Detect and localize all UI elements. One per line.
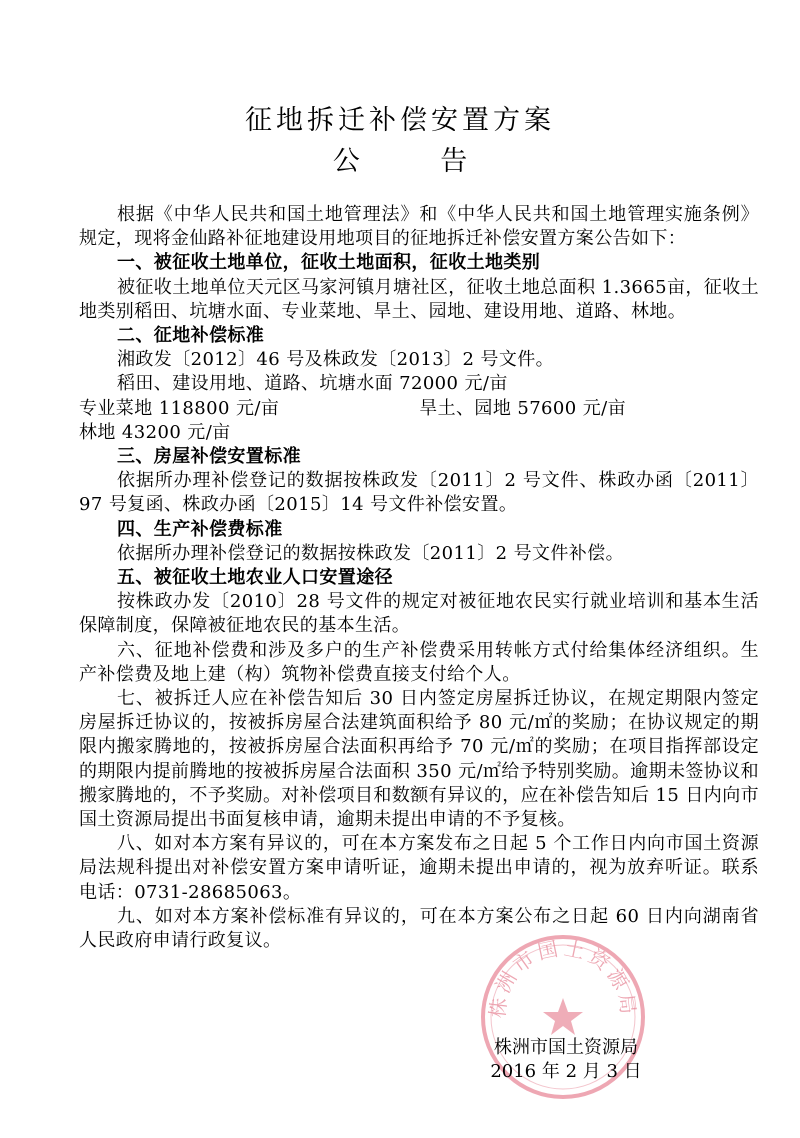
page-subtitle: 公 告 <box>332 146 504 177</box>
section-1-body: 被征收土地单位天元区马家河镇月塘社区，征收土地总面积 1.3665亩，征收土地类别稻田、坑塘水面、专业菜地、旱土、园地、建设用地、道路、林地。 <box>79 276 759 322</box>
document-body <box>79 203 759 953</box>
page-title: 征地拆迁补偿安置方案 <box>245 105 555 136</box>
intro-paragraph: 根据《中华人民共和国土地管理法》和《中华人民共和国土地管理实施条例》规定，现将金仙路补征地建设用地项目的征地拆迁补偿安置方案公告如下： <box>79 204 759 250</box>
section-1-heading: 一、被征收土地单位，征收土地面积，征收土地类别 <box>117 252 541 274</box>
signature-date: 2016 年 2 月 3 日 <box>490 1061 642 1082</box>
section-4-body: 依据所办理补偿登记的数据按株政发〔2011〕2 号文件补偿。 <box>117 542 624 564</box>
rate-vegetable-land: 专业菜地 118800 元/亩 <box>79 397 280 419</box>
section-2-line-4: 林地 43200 元/亩 <box>79 421 231 443</box>
section-2-line-2: 稻田、建设用地、道路、坑塘水面 72000 元/亩 <box>117 373 508 395</box>
section-9-paragraph: 九、如对本方案补偿标准有异议的，可在本方案公布之日起 60 日内向湖南省人民政府申请行政复议。 <box>79 905 759 952</box>
svg-text:株洲市国土资源局: 株洲市国土资源局 <box>485 935 641 1020</box>
section-7-paragraph: 七、被拆迁人应在补偿告知后 30 日内签定房屋拆迁协议，在规定期限内签定房屋拆迁协议的，按被拆房屋合法建筑面积给予 80 元/㎡的奖励；在协议规定的期限内搬家腾地的，按被拆房屋合法面积再给予 70 元/㎡的奖励；在项目指挥部设定的期限内提前腾地的按被拆房屋合法面积 350 元/㎡给予特别奖励。逾期未签协议和搬家腾地的，不予奖励。对补偿项目和数额有异议的，应在补偿告知后 15 日内向市国土资源局提出书面复核申请，逾期未提出申请的不予复核。 <box>79 688 759 831</box>
section-2-heading: 二、征地补偿标准 <box>117 325 265 347</box>
section-5-heading: 五、被征收土地农业人口安置途径 <box>117 567 393 589</box>
signature-org: 株洲市国土资源局 <box>494 1037 638 1058</box>
section-8-paragraph: 八、如对本方案有异议的，可在本方案发布之日起 5 个工作日内向市国土资源局法规科提出对补偿安置方案申请听证，逾期未提出申请的，视为放弃听证。联系电话：0731-28685063。 <box>79 833 759 903</box>
section-3-heading: 三、房屋补偿安置标准 <box>117 446 301 468</box>
section-3-body: 依据所办理补偿登记的数据按株政发〔2011〕2 号文件、株政办函〔2011〕97 号复函、株政办函〔2015〕14 号文件补偿安置。 <box>79 470 759 516</box>
section-4-heading: 四、生产补偿费标准 <box>117 518 283 540</box>
signature-block <box>466 1036 666 1084</box>
section-5-body: 按株政办发〔2010〕28 号文件的规定对被征地农民实行就业培训和基本生活保障制度，保障被征地农民的基本生活。 <box>79 591 759 637</box>
section-2-line-3 <box>79 397 759 421</box>
section-6-paragraph: 六、征地补偿费和涉及多户的生产补偿费采用转帐方式付给集体经济组织。生产补偿费及地上建（构）筑物补偿费直接支付给个人。 <box>79 639 759 685</box>
section-2-line-1: 湘政发〔2012〕46 号及株政发〔2013〕2 号文件。 <box>117 349 555 371</box>
rate-dry-land-garden: 旱土、园地 57600 元/亩 <box>419 397 627 419</box>
